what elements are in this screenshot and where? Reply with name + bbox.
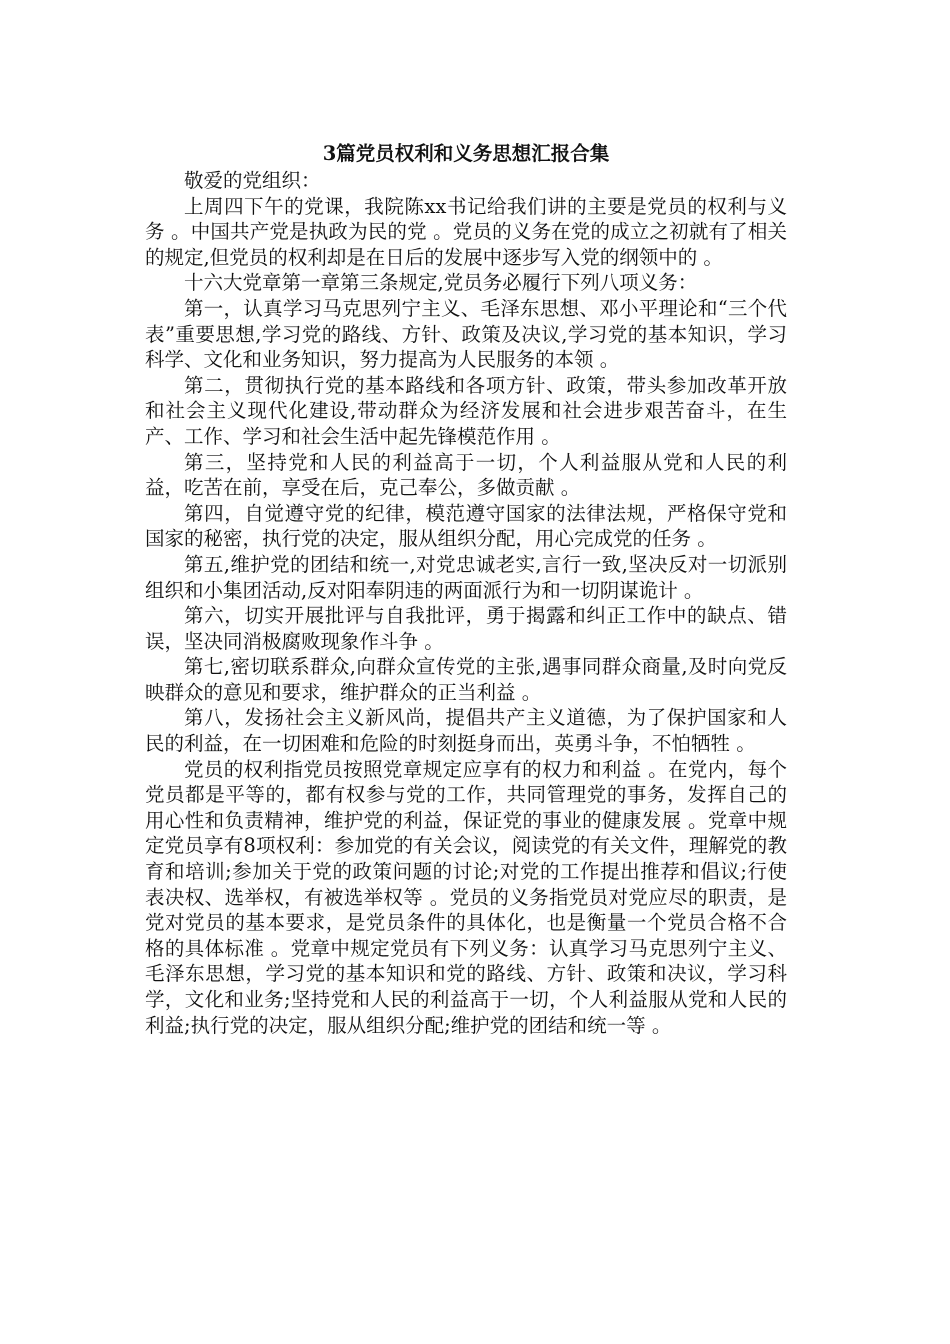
paragraph-duty-7: 第七,密切联系群众,向群众宣传党的主张,遇事同群众商量,及时向党反映群众的意见和要求，维护群众的正当利益 。: [145, 655, 787, 704]
paragraph-duty-2: 第二，贯彻执行党的基本路线和各项方针、政策，带头参加改革开放和社会主义现代化建设,带动群众为经济发展和社会进步艰苦奋斗，在生产、工作、学习和社会生活中起先锋模范作用 。: [145, 373, 787, 448]
document-title: 3篇党员权利和义务思想汇报合集: [322, 142, 610, 165]
paragraph-intro: 上周四下午的党课，我院陈xx书记给我们讲的主要是党员的权利与义务 。中国共产党是执政为民的党 。党员的义务在党的成立之初就有了相关的规定,但党员的权利却是在日后的发展中逐步写入党的纲领中的 。: [145, 194, 787, 269]
paragraph-duty-3: 第三，坚持党和人民的利益高于一切，个人利益服从党和人民的利益，吃苦在前，享受在后，克己奉公，多做贡献 。: [145, 450, 787, 500]
salutation: 敬爱的党组织：: [184, 169, 321, 192]
document-page: [145, 140, 787, 1038]
paragraph-duty-4: 第四，自觉遵守党的纪律，模范遵守国家的法律法规，严格保守党和国家的秘密，执行党的决定，服从组织分配，用心完成党的任务 。: [145, 501, 787, 551]
paragraph-duty-6: 第六，切实开展批评与自我批评，勇于揭露和纠正工作中的缺点、错误，坚决同消极腐败现象作斗争 。: [145, 604, 787, 653]
paragraph-duty-8: 第八，发扬社会主义新风尚，提倡共产主义道德，为了保护国家和人民的利益，在一切困难和危险的时刻挺身而出，英勇斗争，不怕牺牲 。: [145, 706, 787, 756]
paragraph-duties-heading: 十六大党章第一章第三条规定,党员务必履行下列八项义务：: [184, 271, 698, 295]
paragraph-duty-5: 第五,维护党的团结和统一,对党忠诚老实,言行一致,坚决反对一切派别组织和小集团活动,反对阳奉阴违的两面派行为和一切阴谋诡计 。: [145, 552, 787, 602]
paragraph-rights-and-duties: 党员的权利指党员按照党章规定应享有的权力和利益 。在党内，每个党员都是平等的，都有权参与党的工作，共同管理党的事务，发挥自己的用心性和负责精神，维护党的利益，保证党的事业的健康发展 。党章中规定党员享有8项权利：参加党的有关会议，阅读党的有关文件，理解党的教育和培训;参加关于党的政策问题的讨论;对党的工作提出推荐和倡议;行使表决权、选举权，有被选举权等 。党员的义务指党员对党应尽的职责，是党对党员的基本要求，是党员条件的具体化，也是衡量一个党员合格不合格的具体标准 。党章中规定党员有下列义务：认真学习马克思列宁主义、毛泽东思想，学习党的基本知识和党的路线、方针、政策和决议，学习科学，文化和业务;坚持党和人民的利益高于一切，个人利益服从党和人民的利益;执行党的决定，服从组织分配;维护党的团结和统一等 。: [145, 757, 787, 1037]
paragraph-duty-1: 第一，认真学习马克思列宁主义、毛泽东思想、邓小平理论和“三个代表”重要思想,学习党的路线、方针、政策及决议,学习党的基本知识，学习科学、文化和业务知识，努力提高为人民服务的本领 。: [145, 296, 787, 372]
